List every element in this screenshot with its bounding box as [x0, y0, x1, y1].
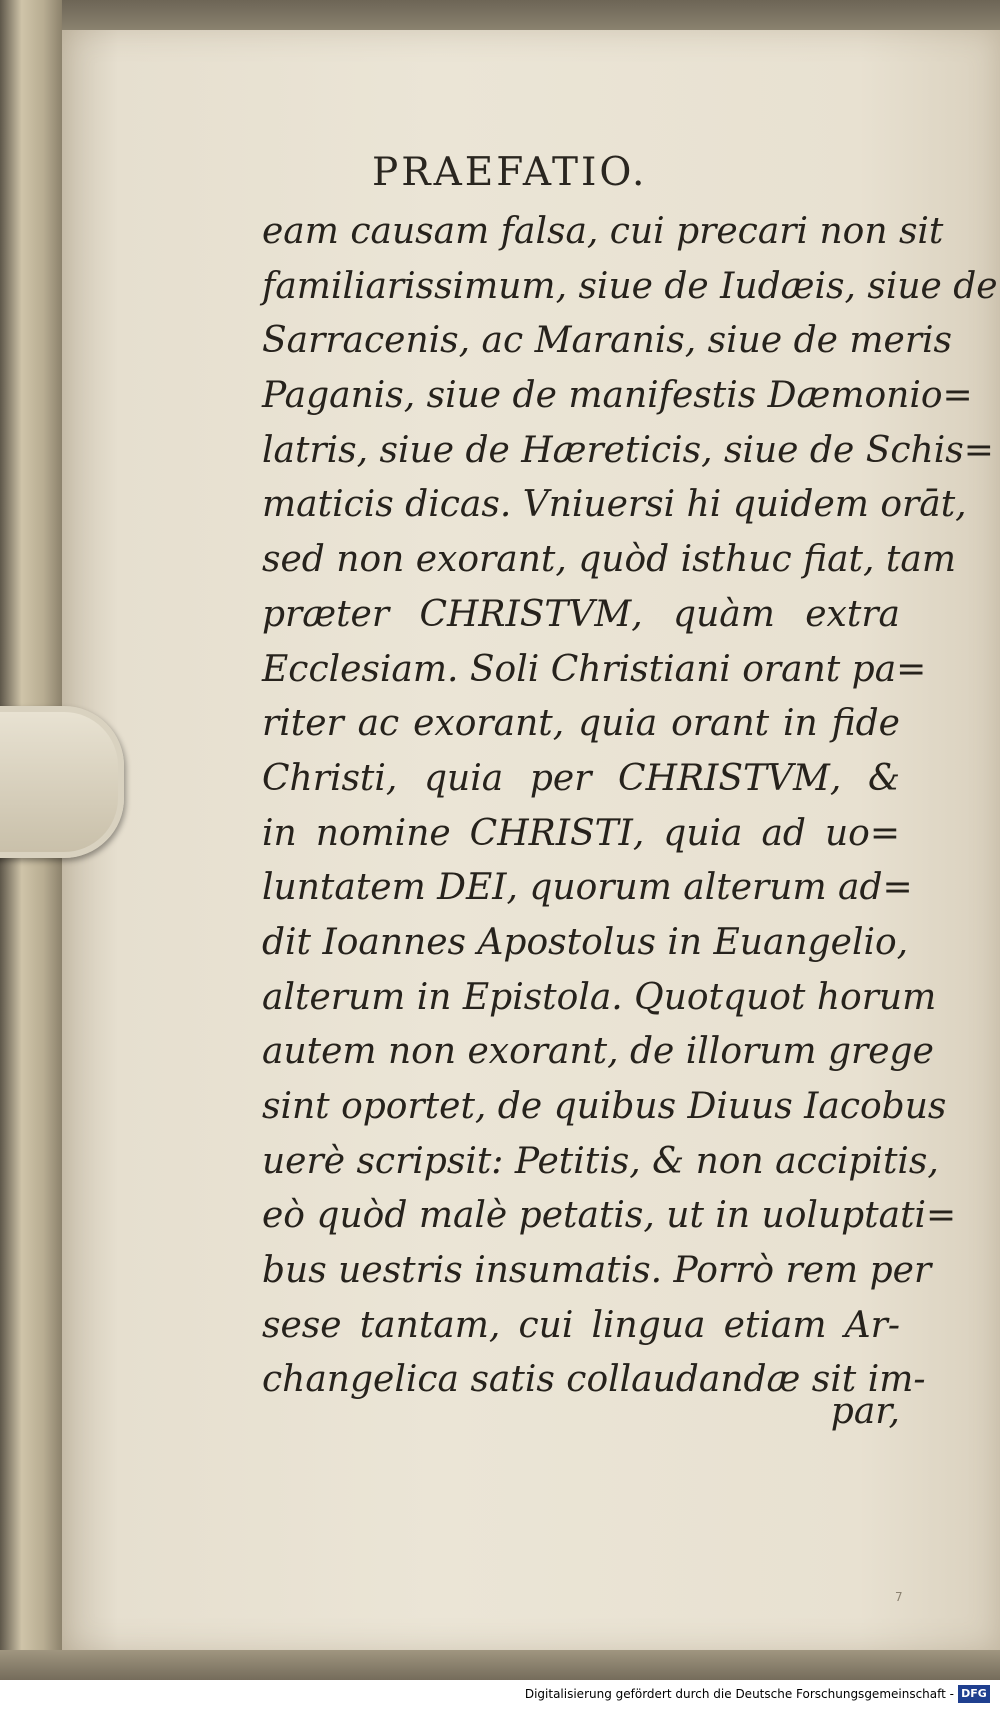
- running-head: PRAEFATIO.: [372, 150, 648, 195]
- book-cover-bottom-edge: [0, 1650, 1000, 1680]
- book-cover-top-edge: [0, 0, 1000, 30]
- text-line: sese tantam, cui lingua etiam Ar-: [262, 1304, 900, 1346]
- text-line: riter ac exorant, quia orant in fide: [262, 703, 900, 745]
- page-clip: [0, 706, 124, 858]
- funding-note: Digitalisierung gefördert durch die Deutsche Forschungsgemeinschaft -: [524, 1687, 954, 1701]
- text-line: sint oportet, de quibus Diuus Iacobus: [262, 1086, 947, 1127]
- digitization-footer: [0, 1680, 1000, 1710]
- body-text: [262, 205, 998, 1408]
- text-line: Ecclesiam. Soli Christiani orant pa=: [262, 648, 927, 690]
- text-line: familiarissimum, siue de Iudæis, siue de: [262, 265, 998, 307]
- text-line: Sarracenis, ac Maranis, siue de meris: [262, 320, 953, 362]
- text-line: Christi, quia per CHRISTVM, &: [262, 757, 900, 799]
- catchword: par,: [830, 1391, 900, 1432]
- text-line: uerè scripsit: Petitis, & non accipitis,: [262, 1140, 939, 1182]
- text-line: alterum in Epistola. Quotquot horum: [262, 976, 937, 1018]
- page-number: 7: [895, 1590, 903, 1604]
- text-line: in nomine CHRISTI, quia ad uo=: [262, 812, 900, 854]
- text-line: eò quòd malè petatis, ut in uoluptati=: [262, 1195, 957, 1237]
- dfg-logo: DFG: [958, 1685, 990, 1703]
- text-line: latris, siue de Hæreticis, siue de Schis=: [262, 429, 994, 471]
- text-line: bus uestris insumatis. Porrò rem per: [262, 1250, 932, 1292]
- text-line: maticis dicas. Vniuersi hi quidem orāt,: [262, 484, 967, 526]
- text-line: præter CHRISTVM, quàm extra: [262, 593, 900, 635]
- text-line: sed non exorant, quòd isthuc fiat, tam: [262, 539, 956, 581]
- text-line: autem non exorant, de illorum grege: [262, 1031, 934, 1073]
- text-line: changelica satis collaudandæ sit im-: [262, 1359, 926, 1401]
- text-line: Paganis, siue de manifestis Dæmonio=: [262, 375, 973, 417]
- text-line: luntatem DEI, quorum alterum ad=: [262, 867, 913, 909]
- text-line: eam causam falsa, cui precari non sit: [262, 211, 944, 252]
- text-line: dit Ioannes Apostolus in Euangelio,: [262, 921, 909, 963]
